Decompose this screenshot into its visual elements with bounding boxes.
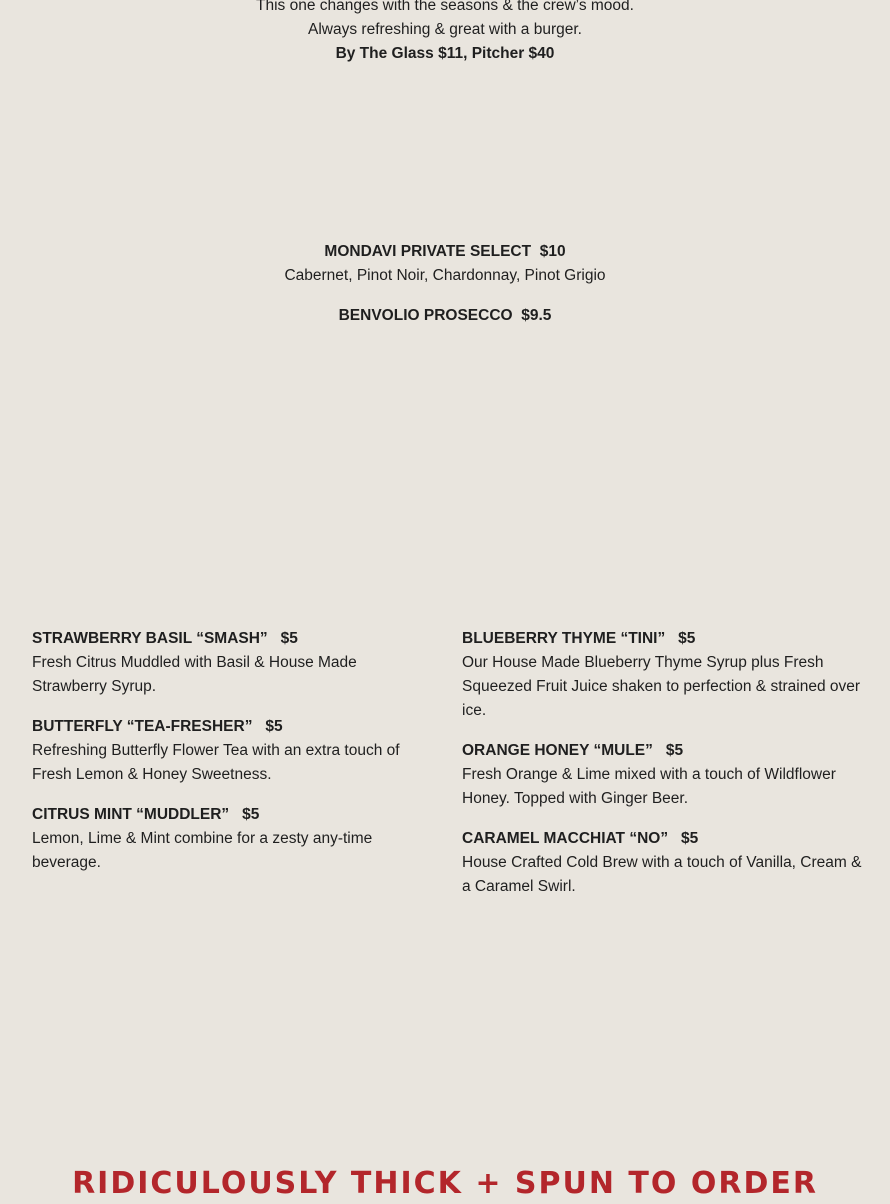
menu-item-price: $5 [681,830,699,847]
wine-price: $10 [539,243,566,260]
menu-item-name: STRAWBERRY BASIL “SMASH” [32,630,268,647]
beer-description-line-2: Always refreshing & great with a burger. [308,21,582,38]
menu-item-heading [32,715,427,739]
menu-item-heading [462,827,862,851]
menu-item-price: $5 [265,718,283,735]
menu-item-price: $5 [665,742,684,759]
menu-item [462,627,862,723]
menu-item [32,627,427,699]
menu-item [462,739,862,811]
menu-item-name: ORANGE HONEY “MULE” [462,742,653,759]
menu-item-heading [462,627,862,651]
menu-item-heading [462,739,862,763]
menu-item-description: Refreshing Butterfly Flower Tea with an extra touch of Fresh Lemon & Honey Sweetness. [32,742,400,783]
menu-item-price: $5 [280,630,298,647]
wine-item-mondavi [0,240,890,288]
menu-item-name: CITRUS MINT “MUDDLER” [32,806,230,823]
menu-item-name: BUTTERFLY “TEA-FRESHER” [32,718,253,735]
menu-item [32,715,427,787]
section-banner-heading: RIDICULOUSLY THICK + SPUN TO ORDER [72,1166,818,1201]
mocktails-left-column [32,627,427,891]
menu-item-description: Lemon, Lime & Mint combine for a zesty any-time beverage. [32,830,373,871]
menu-item [462,827,862,899]
menu-item-price: $5 [678,630,696,647]
menu-item-description: Our House Made Blueberry Thyme Syrup plus Fresh Squeezed Fruit Juice shaken to perfection & strained over ice. [462,654,861,719]
menu-item-description: Fresh Citrus Muddled with Basil & House Made Strawberry Syrup. [32,654,357,695]
wine-price: $9.5 [521,307,552,324]
wine-description: Cabernet, Pinot Noir, Chardonnay, Pinot Grigio [284,267,606,284]
beer-section [0,0,890,66]
mocktails-right-column [462,627,862,915]
menu-item-name: BLUEBERRY THYME “TINI” [462,630,666,647]
menu-item-heading [32,803,427,827]
wine-section [0,240,890,344]
menu-item-heading [32,627,427,651]
wine-item-benvolio [0,304,890,328]
menu-item [32,803,427,875]
menu-item-name: CARAMEL MACCHIAT “NO” [462,830,669,847]
wine-name: MONDAVI PRIVATE SELECT [324,243,532,260]
menu-item-price: $5 [242,806,260,823]
wine-name: BENVOLIO PROSECCO [338,307,513,324]
menu-item-description: House Crafted Cold Brew with a touch of Vanilla, Cream & a Caramel Swirl. [462,854,862,895]
beer-description-line-1: This one changes with the seasons & the crew’s mood. [256,0,634,14]
beer-price-line: By The Glass $11, Pitcher $40 [335,45,555,62]
menu-item-description: Fresh Orange & Lime mixed with a touch of Wildflower Honey. Topped with Ginger Beer. [462,766,836,807]
